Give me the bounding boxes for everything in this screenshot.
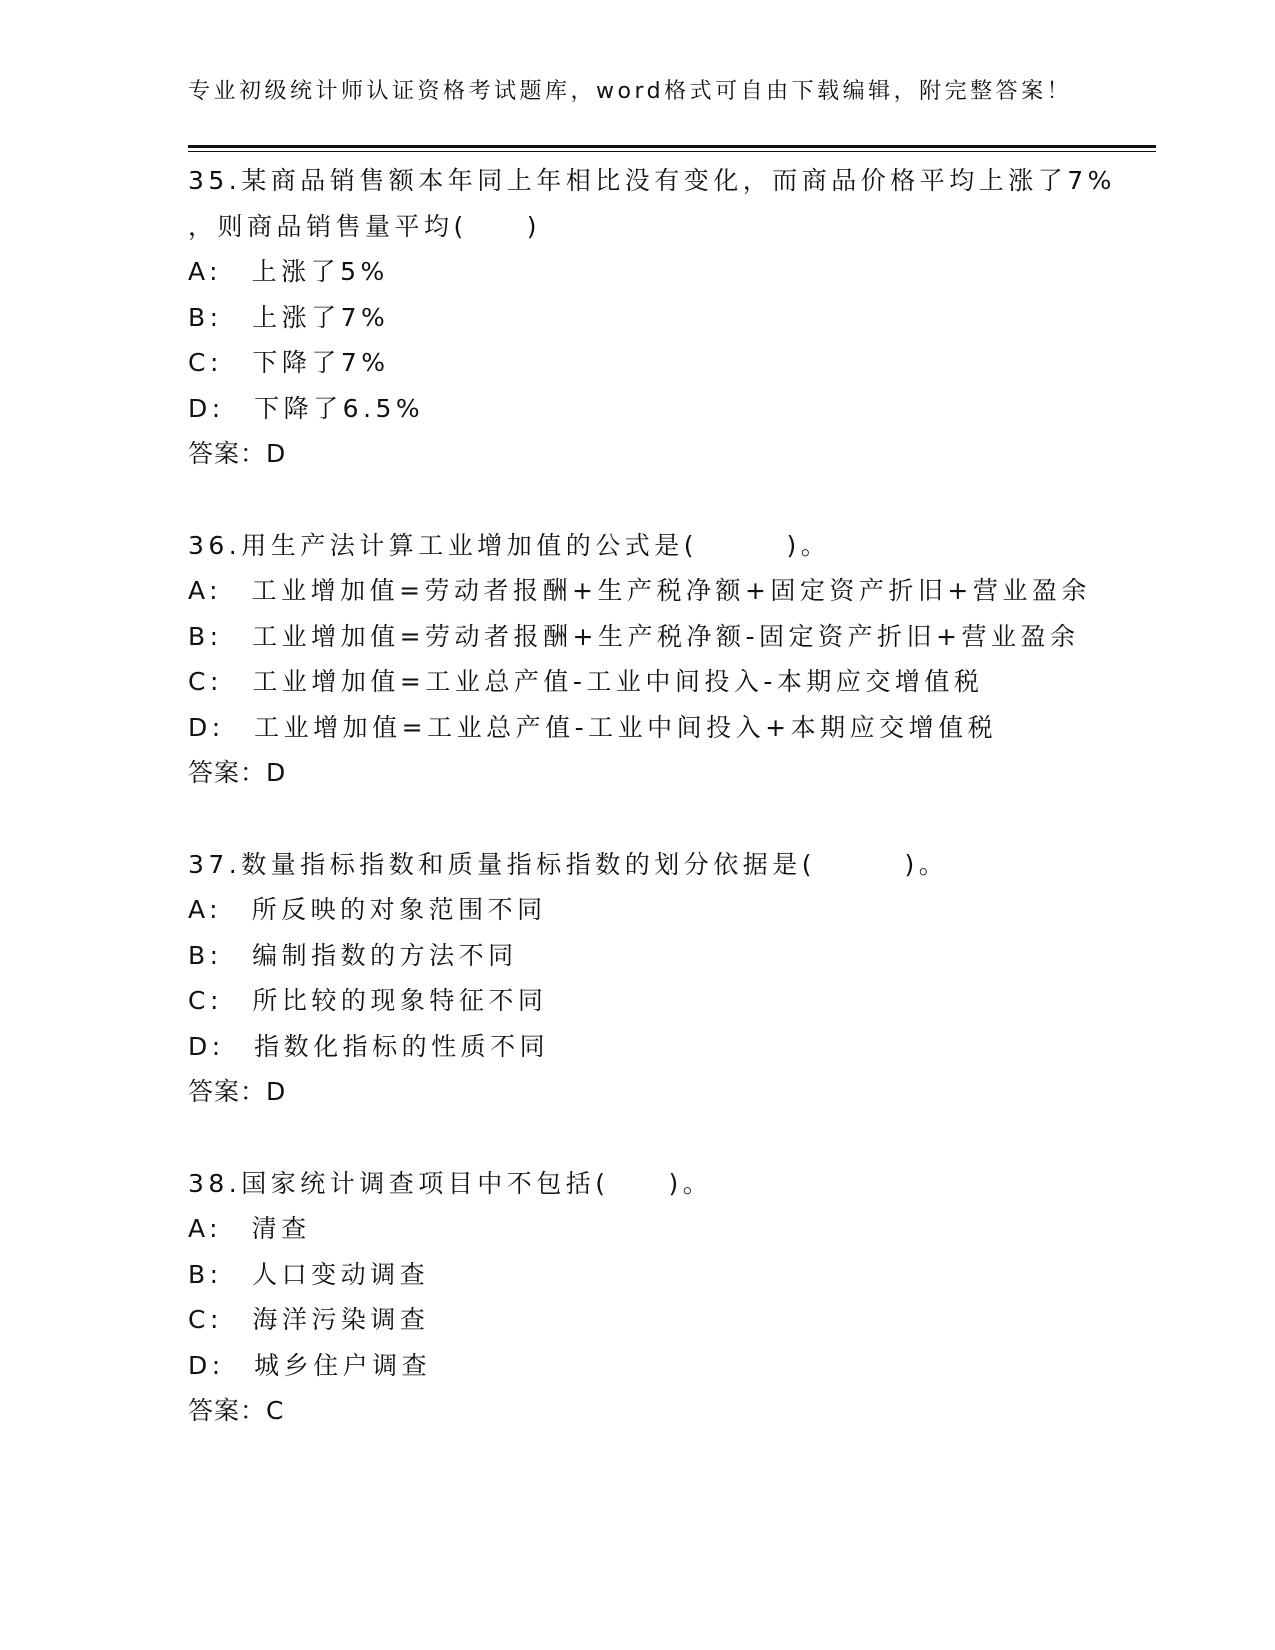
question-37 — [188, 842, 1156, 1115]
question-stem: ，则商品销售量平均( ) — [188, 211, 542, 241]
option-a: A: 所反映的对象范围不同 — [188, 895, 547, 924]
question-35 — [188, 158, 1156, 477]
option-a: A: 清查 — [188, 1214, 311, 1243]
option-a: A: 上涨了5% — [188, 257, 389, 286]
question-list — [188, 158, 1156, 1480]
answer: 答案：D — [188, 758, 287, 787]
page-header: 专业初级统计师认证资格考试题库，word格式可自由下载编辑，附完整答案！ — [188, 79, 1073, 104]
header-divider-thin — [188, 151, 1156, 152]
answer: 答案：D — [188, 1077, 287, 1106]
option-b: B: 上涨了7% — [188, 302, 390, 332]
answer: 答案：D — [188, 439, 287, 468]
option-c: C: 工业增加值=工业总产值-工业中间投入-本期应交增值税 — [188, 667, 984, 696]
option-b: B: 编制指数的方法不同 — [188, 940, 518, 970]
option-b: B: 人口变动调查 — [188, 1259, 430, 1289]
option-b: B: 工业增加值=劳动者报酬+生产税净额-固定资产折旧+营业盈余 — [188, 621, 1080, 651]
question-stem: 36.用生产法计算工业增加值的公式是( )。 — [188, 530, 831, 560]
option-d: D: 城乡住户调查 — [188, 1350, 432, 1380]
option-d: D: 下降了6.5% — [188, 393, 425, 423]
question-stem: 37.数量指标指数和质量指标指数的划分依据是( )。 — [188, 849, 949, 879]
option-c: C: 下降了7% — [188, 348, 390, 377]
option-a: A: 工业增加值=劳动者报酬+生产税净额+固定资产折旧+营业盈余 — [188, 576, 1091, 605]
question-stem: 35.某商品销售额本年同上年相比没有变化，而商品价格平均上涨了7% — [188, 166, 1116, 195]
question-38 — [188, 1161, 1156, 1434]
option-c: C: 海洋污染调查 — [188, 1305, 430, 1334]
option-d: D: 工业增加值=工业总产值-工业中间投入+本期应交增值税 — [188, 712, 998, 742]
header-divider-thick — [188, 145, 1156, 148]
answer: 答案：C — [188, 1396, 285, 1425]
option-d: D: 指数化指标的性质不同 — [188, 1031, 550, 1061]
option-c: C: 所比较的现象特征不同 — [188, 986, 548, 1015]
question-stem: 38.国家统计调查项目中不包括( )。 — [188, 1168, 713, 1198]
question-36 — [188, 523, 1156, 796]
